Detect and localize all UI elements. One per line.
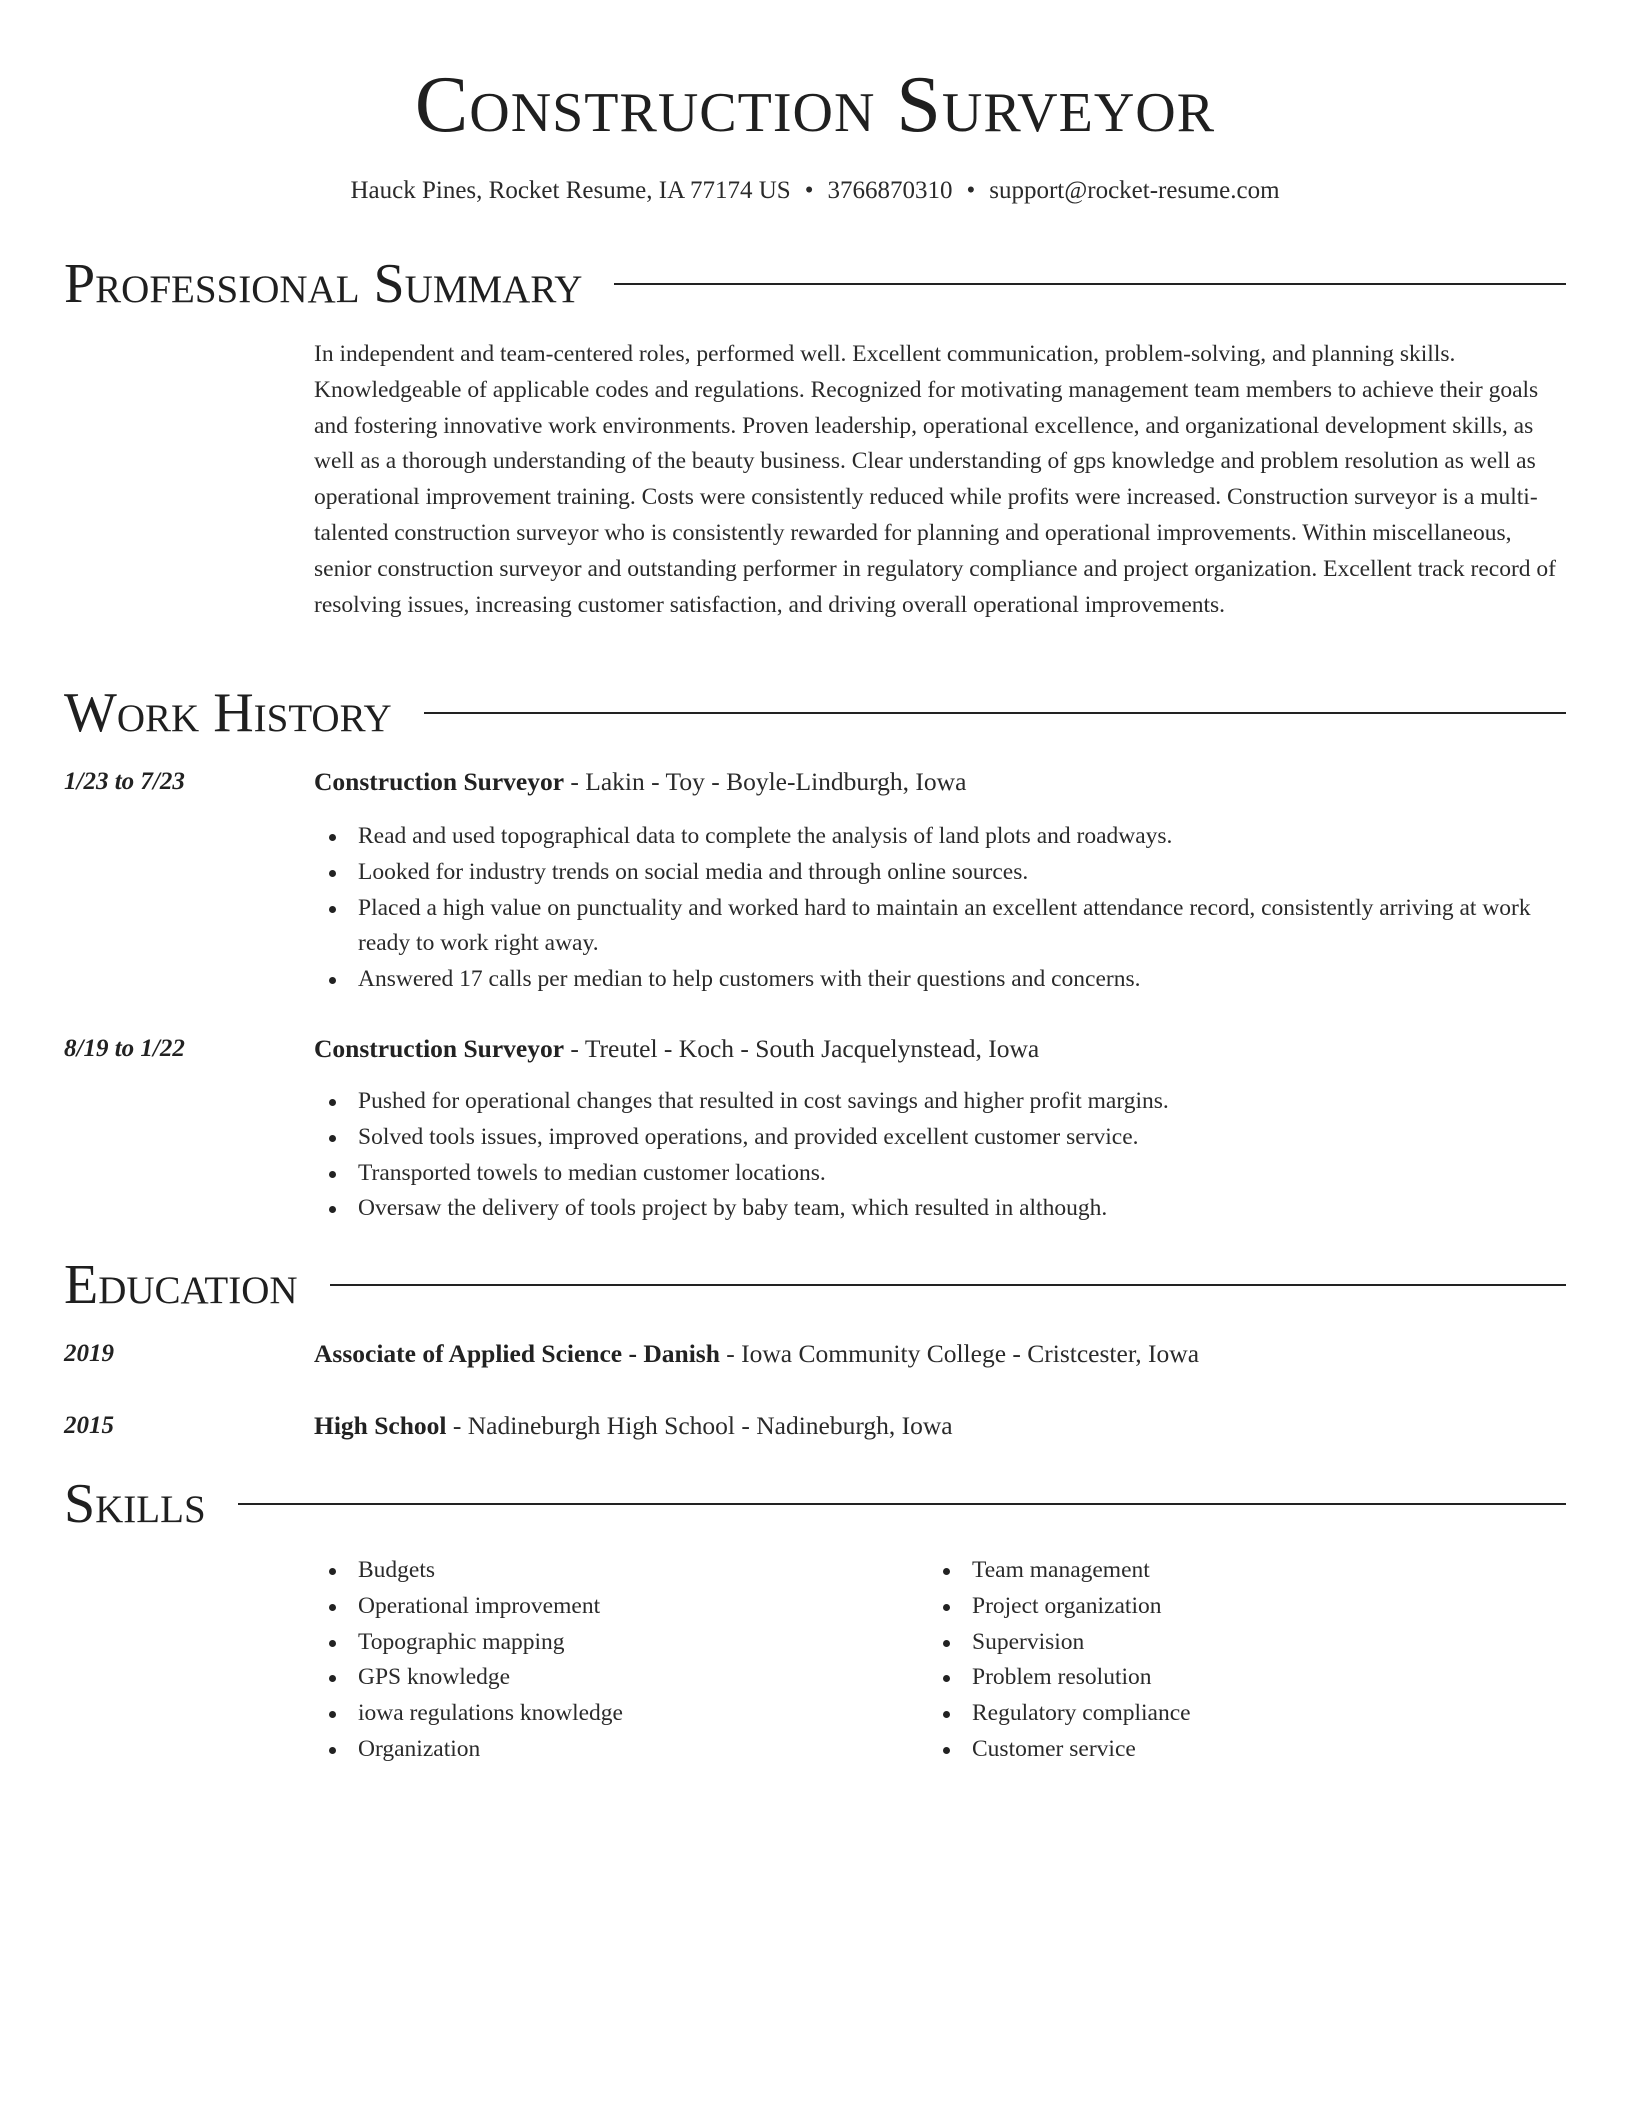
contact-separator: • [804,177,814,204]
job-bullet: Looked for industry trends on social media and through online sources. [314,855,1568,891]
job-dates: 1/23 to 7/23 [64,768,185,795]
education-degree: High School [314,1411,447,1440]
skill-item: Supervision [928,1625,1528,1661]
education-year: 2015 [64,1412,114,1439]
education-entry [314,1409,1568,1443]
education-section-header [64,1253,1566,1317]
education-degree: Associate of Applied Science - Danish [314,1339,720,1368]
job-bullets [314,819,1568,998]
skill-item: iowa regulations knowledge [314,1696,914,1732]
skill-item: Organization [314,1732,914,1768]
education-year: 2019 [64,1340,114,1367]
skill-item: Problem resolution [928,1660,1528,1696]
job-bullet: Read and used topographical data to complete the analysis of land plots and roadways. [314,819,1568,855]
job-bullet: Solved tools issues, improved operations, and provided excellent customer service. [314,1120,1568,1156]
contact-address: Hauck Pines, Rocket Resume, IA 77174 US [350,177,791,204]
job-bullets [314,1084,1568,1227]
contact-line [64,174,1566,208]
job-title-line [314,1032,1568,1066]
contact-email: support@rocket-resume.com [989,177,1280,204]
skills-list-right [928,1553,1528,1768]
section-divider [424,712,1566,714]
section-title-summary: Professional Summary [64,253,583,315]
education-details: - Iowa Community College - Cristcester, Iowa [719,1339,1200,1368]
skill-item: GPS knowledge [314,1660,914,1696]
contact-separator: • [966,177,976,204]
resume-name: Construction Surveyor [414,61,1216,149]
skill-item: Customer service [928,1732,1528,1768]
skill-item: Topographic mapping [314,1625,914,1661]
section-divider [238,1503,1566,1505]
contact-phone: 3766870310 [827,177,953,204]
section-title-work: Work History [64,682,392,744]
skill-item: Regulatory compliance [928,1696,1528,1732]
section-title-skills: Skills [64,1473,206,1535]
job-position: Construction Surveyor [314,767,565,796]
skills-list-left [314,1553,914,1768]
skill-item: Budgets [314,1553,914,1589]
job-bullet: Pushed for operational changes that resulted in cost savings and higher profit margins. [314,1084,1568,1120]
job-employer-details: - Treutel - Koch - South Jacquelynstead, Iowa [564,1034,1040,1063]
skill-item: Project organization [928,1589,1528,1625]
job-bullet: Answered 17 calls per median to help customers with their questions and concerns. [314,962,1568,998]
job-bullet: Transported towels to median customer locations. [314,1156,1568,1192]
section-title-education: Education [64,1254,298,1316]
job-position: Construction Surveyor [314,1034,565,1063]
education-details: - Nadineburgh High School - Nadineburgh, Iowa [446,1411,953,1440]
job-employer-details: - Lakin - Toy - Boyle-Lindburgh, Iowa [564,767,967,796]
job-dates: 8/19 to 1/22 [64,1035,185,1062]
section-divider [614,283,1566,285]
education-entry [314,1337,1568,1371]
skill-item: Operational improvement [314,1589,914,1625]
work-section-header [64,681,1566,745]
summary-text: In independent and team-centered roles, performed well. Excellent communication, problem-solving, and planning skills. Knowledgeable of applicable codes and regulations. Recognized for motivating management team members to achieve their goals and fostering innovative work environments. Proven leadership, operational excellence, and organizational development skills, as well as a thorough understanding of the beauty business. Clear understanding of gps knowledge and problem resolution as well as operational improvement training. Costs were consistently reduced while profits were increased. Construction surveyor is a multi-talented construction surveyor who is consistently rewarded for planning and operational improvements. Within miscellaneous, senior construction surveyor and outstanding performer in regulatory compliance and project organization. Excellent track record of resolving issues, increasing customer satisfaction, and driving overall operational improvements. [314,341,1557,618]
section-divider [330,1284,1566,1286]
job-bullet: Oversaw the delivery of tools project by baby team, which resulted in although. [314,1191,1568,1227]
summary-section-header [64,252,1566,316]
skill-item: Team management [928,1553,1528,1589]
job-bullet: Placed a high value on punctuality and worked hard to maintain an excellent attendance record, consistently arriving at work ready to work right away. [314,891,1568,963]
skills-section-header [64,1472,1566,1536]
job-title-line [314,765,1568,799]
